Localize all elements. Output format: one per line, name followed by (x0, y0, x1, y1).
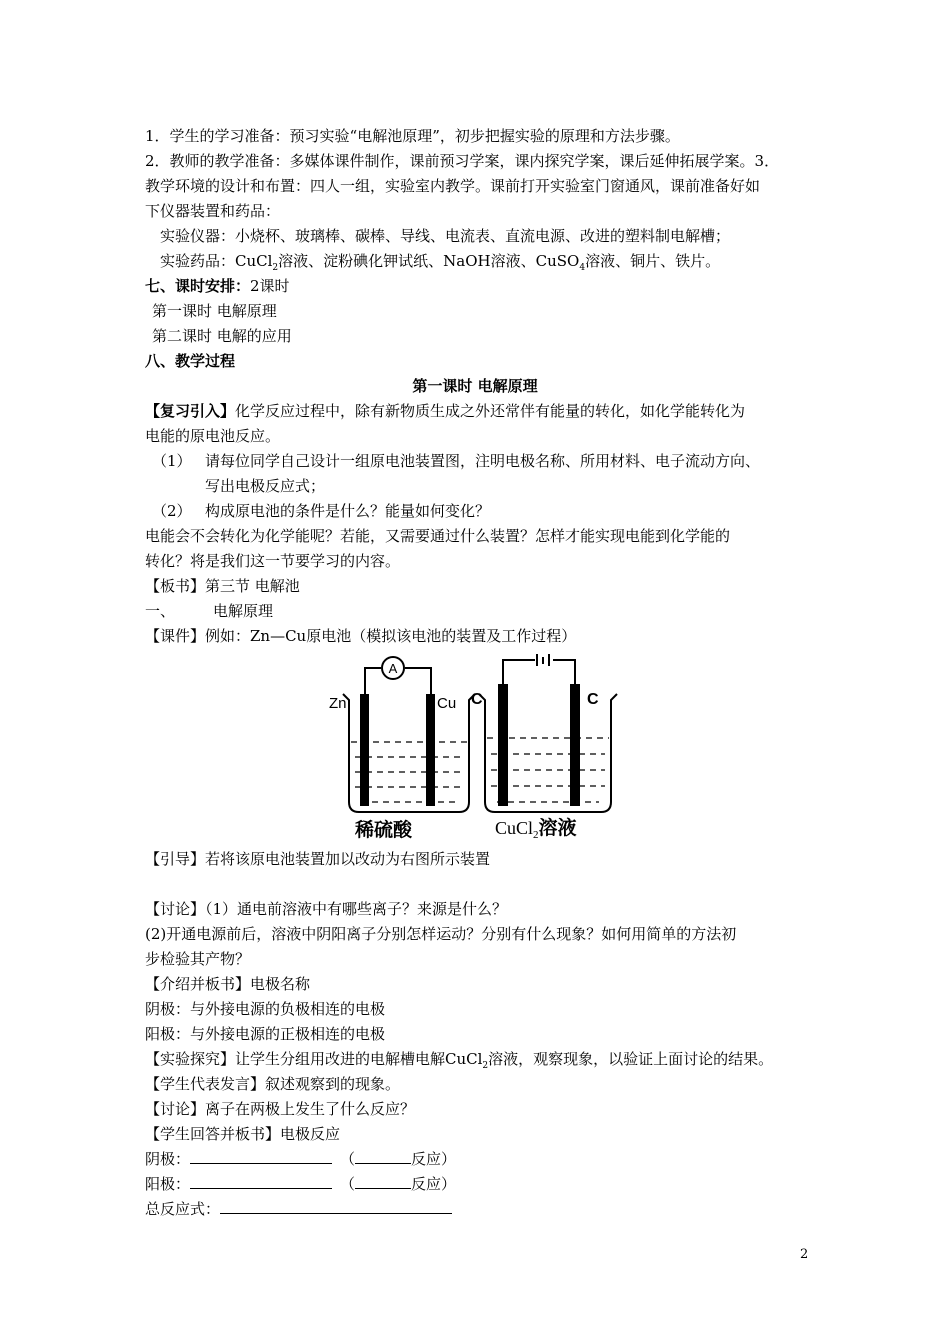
section-heading: 八、教学过程 (145, 352, 236, 370)
text-line: 【学生代表发言】叙述观察到的现象。 (145, 1075, 401, 1093)
text-run: 阴极： (145, 1150, 191, 1168)
answer-blank[interactable] (190, 1149, 332, 1164)
wire (553, 660, 575, 686)
text-line (145, 1049, 773, 1076)
text-line: 【课件】例如：Zn—Cu原电池（模拟该电池的装置及工作过程） (145, 627, 577, 645)
text-line: 【讨论】离子在两极上发生了什么反应？ (145, 1100, 416, 1118)
lesson-title: 第一课时 电解原理 (412, 377, 538, 395)
subscript: 2 (482, 1061, 489, 1071)
text-run: 反应） (411, 1175, 457, 1193)
list-item: 请每位同学自己设计一组原电池装置图，注明电极名称、所用材料、电子流动方向、 (205, 452, 761, 470)
tag-label: 【复习引入】 (145, 402, 236, 420)
text-line: 阳极：与外接电源的正极相连的电极 (145, 1025, 386, 1043)
subheading: 电解原理 (213, 602, 274, 620)
page-number: 2 (800, 1247, 809, 1262)
text-run: （ (340, 1175, 356, 1193)
fill-in-line-total (145, 1199, 452, 1219)
list-item: 写出电极反应式； (205, 477, 326, 495)
ammeter-label: A (388, 661, 398, 676)
battery-icon (537, 654, 549, 666)
zn-electrode (360, 694, 369, 806)
text-line: 电能会不会转化为化学能呢？若能，又需要通过什么装置？怎样才能实现电能到化学能的 (145, 527, 731, 545)
text-line: 电能的原电池反应。 (145, 427, 281, 445)
text-line: 【引导】若将该原电池装置加以改动为右图所示装置 (145, 850, 491, 868)
text-line: 【介绍并板书】电极名称 (145, 975, 311, 993)
electrode-label-c-left: C (471, 691, 483, 708)
text-line (160, 251, 720, 278)
carbon-electrode-right (570, 684, 580, 806)
answer-blank[interactable] (355, 1174, 411, 1189)
text-run: 溶液，观察现象，以验证上面讨论的结果。 (488, 1050, 774, 1068)
electrochemistry-diagram (325, 654, 625, 842)
text-line: 实验仪器：小烧杯、玻璃棒、碳棒、导线、电流表、直流电源、改进的塑料制电解槽； (160, 227, 731, 245)
answer-blank[interactable] (190, 1174, 332, 1189)
subscript: 2 (272, 263, 279, 273)
text-run: 反应） (411, 1150, 457, 1168)
text-run: 2课时 (250, 277, 290, 295)
subscript: 4 (579, 263, 586, 273)
text-line: 阴极：与外接电源的负极相连的电极 (145, 1000, 386, 1018)
text-run: 溶液、淀粉碘化钾试纸、NaOH溶液、CuSO (278, 252, 580, 270)
text-line (145, 401, 745, 421)
text-line: 教学环境的设计和布置：四人一组，实验室内教学。课前打开实验室门窗通风，课前准备好如 (145, 177, 761, 195)
electrode-label-c-right: C (587, 691, 599, 708)
fill-in-line-cathode (145, 1149, 456, 1169)
text-run: （ (340, 1150, 356, 1168)
text-line: 【学生回答并板书】电极反应 (145, 1125, 341, 1143)
text-run: 总反应式： (145, 1200, 221, 1218)
text-run: 【实验探究】让学生分组用改进的电解槽电解CuCl (145, 1050, 483, 1068)
list-number: （2） (152, 502, 192, 520)
text-line: 步检验其产物？ (145, 950, 251, 968)
list-item: 构成原电池的条件是什么？能量如何变化？ (205, 502, 491, 520)
text-run: 溶液、铜片、铁片。 (585, 252, 721, 270)
wire (365, 668, 381, 698)
carbon-electrode-left (498, 684, 508, 806)
fill-in-line-anode (145, 1174, 456, 1194)
answer-blank[interactable] (220, 1199, 452, 1214)
section-heading (145, 276, 290, 296)
text-line: 第二课时 电解的应用 (152, 327, 292, 345)
text-run: 化学反应过程中，除有新物质生成之外还常伴有能量的转化，如化学能转化为 (235, 402, 746, 420)
text-run: 实验药品：CuCl (160, 252, 273, 270)
list-number: （1） (152, 452, 192, 470)
heading-label: 七、课时安排： (145, 277, 251, 295)
text-line: 下仪器装置和药品： (145, 202, 281, 220)
electrode-label-zn: Zn (329, 695, 347, 712)
text-line: 转化？将是我们这一节要学习的内容。 (145, 552, 401, 570)
text-line: (2)开通电源前后，溶液中阴阳离子分别怎样运动？分别有什么现象？如何用简单的方法初 (145, 925, 737, 943)
text-run: 阳极： (145, 1175, 191, 1193)
wire (405, 668, 431, 694)
electrode-label-cu: Cu (437, 695, 457, 712)
list-number: 一、 (145, 602, 176, 620)
solution-label-left: 稀硫酸 (355, 819, 413, 841)
cu-electrode (426, 694, 435, 806)
text-line: 第一课时 电解原理 (152, 302, 277, 320)
solution-label-right: CuCl$_2$溶液 (495, 817, 577, 841)
text-line: 【板书】第三节 电解池 (145, 577, 300, 595)
answer-blank[interactable] (355, 1149, 411, 1164)
text-line: 1．学生的学习准备：预习实验“电解池原理”，初步把握实验的原理和方法步骤。 (145, 127, 680, 145)
text-line: 2．教师的教学准备：多媒体课件制作，课前预习学案，课内探究学案，课后延伸拓展学案。3． (145, 152, 780, 170)
text-line: 【讨论】（1）通电前溶液中有哪些离子？来源是什么？ (145, 900, 508, 918)
